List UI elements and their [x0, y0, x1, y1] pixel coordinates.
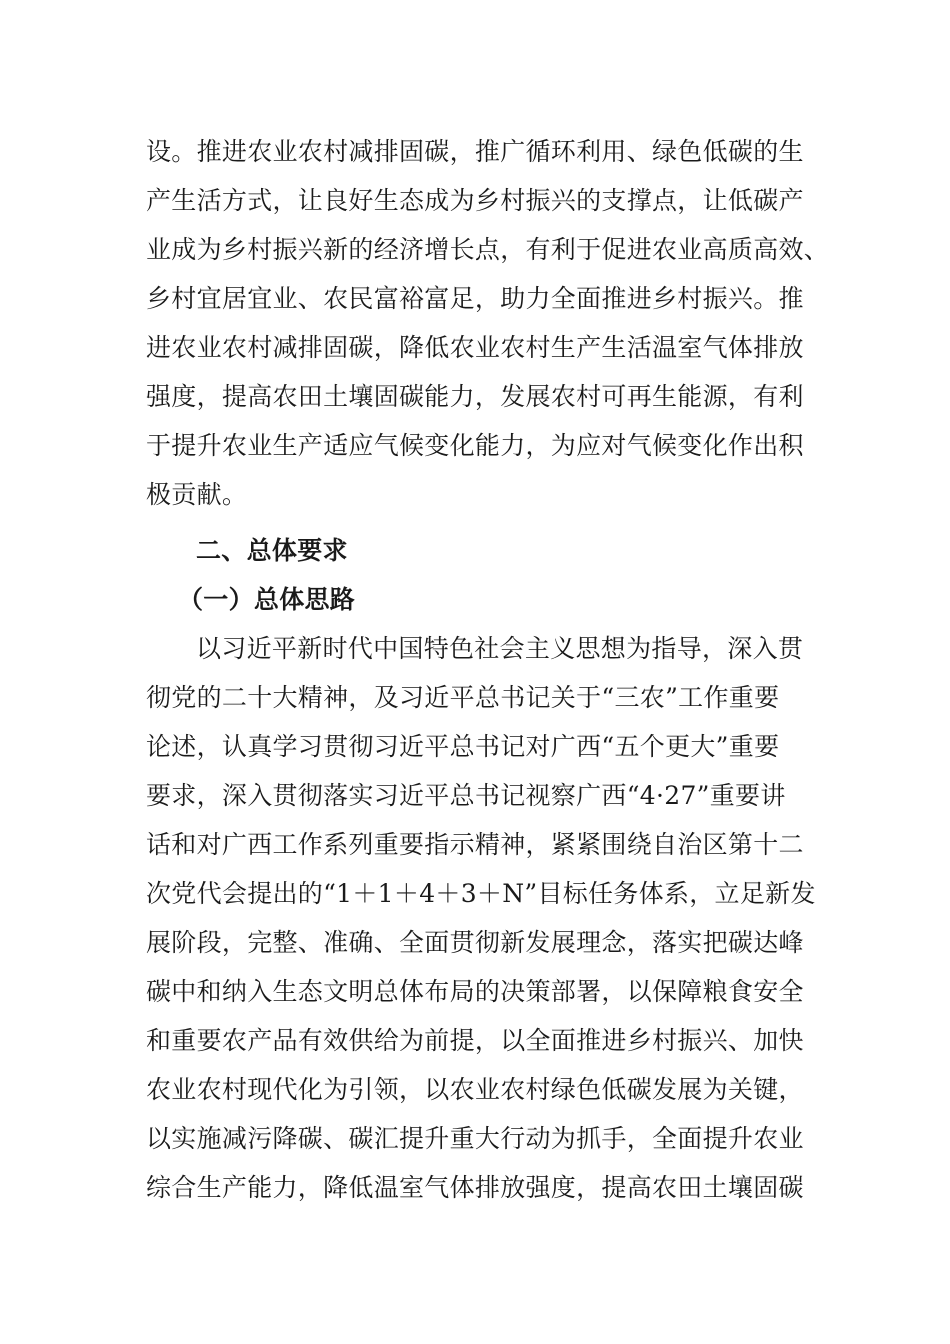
- body-text-line: 设。推进农业农村减排固碳，推广循环利用、绿色低碳的生: [146, 137, 804, 166]
- body-text-line: 乡村宜居宜业、农民富裕富足，助力全面推进乡村振兴。推: [146, 284, 804, 313]
- subsection-heading: （一）总体思路: [178, 585, 356, 614]
- body-text-line: 强度，提高农田土壤固碳能力，发展农村可再生能源，有利: [146, 382, 804, 411]
- body-text-line: 要求，深入贯彻落实习近平总书记视察广西“4·27”重要讲: [146, 781, 786, 810]
- body-text-line: 业成为乡村振兴新的经济增长点，有利于促进农业高质高效、: [146, 235, 830, 264]
- body-text-line: 论述，认真学习贯彻习近平总书记对广西“五个更大”重要: [146, 732, 780, 761]
- body-text-line: 碳中和纳入生态文明总体布局的决策部署，以保障粮食安全: [146, 977, 804, 1006]
- body-text-line: 话和对广西工作系列重要指示精神，紧紧围绕自治区第十二: [146, 830, 804, 859]
- body-text-line: 展阶段，完整、准确、全面贯彻新发展理念，落实把碳达峰: [146, 928, 804, 957]
- body-text-line: 产生活方式，让良好生态成为乡村振兴的支撑点，让低碳产: [146, 186, 804, 215]
- body-text-line: 和重要农产品有效供给为前提，以全面推进乡村振兴、加快: [146, 1026, 804, 1055]
- body-text-line: 于提升农业生产适应气候变化能力，为应对气候变化作出积: [146, 431, 804, 460]
- body-text-line: 彻党的二十大精神，及习近平总书记关于“三农”工作重要: [146, 683, 780, 712]
- body-text-line: 进农业农村减排固碳，降低农业农村生产生活温室气体排放: [146, 333, 804, 362]
- body-text-line: 以习近平新时代中国特色社会主义思想为指导，深入贯: [196, 634, 804, 663]
- body-text-line: 次党代会提出的“1＋1＋4＋3＋N”目标任务体系，立足新发: [146, 879, 816, 908]
- section-heading: 二、总体要求: [196, 536, 348, 565]
- body-text-line: 极贡献。: [146, 480, 248, 509]
- body-text-line: 综合生产能力，降低温室气体排放强度，提高农田土壤固碳: [146, 1173, 804, 1202]
- body-text-line: 农业农村现代化为引领，以农业农村绿色低碳发展为关键，: [146, 1075, 804, 1104]
- body-text-line: 以实施减污降碳、碳汇提升重大行动为抓手，全面提升农业: [146, 1124, 804, 1153]
